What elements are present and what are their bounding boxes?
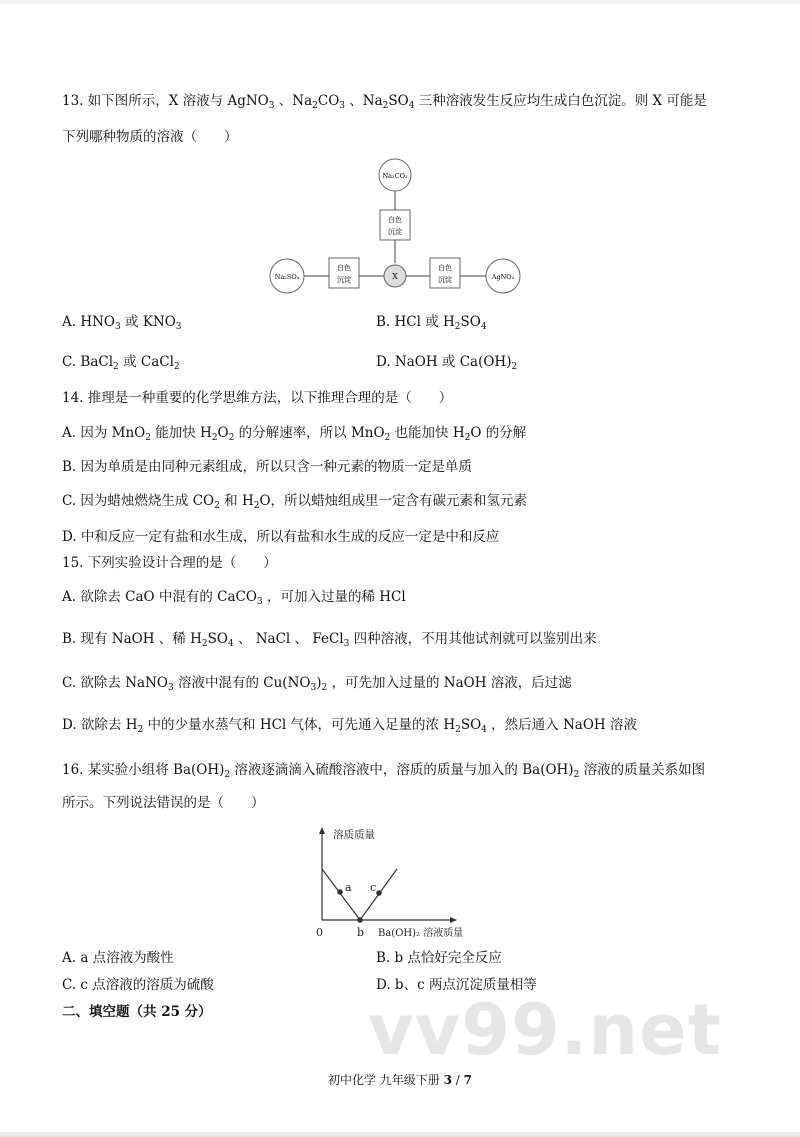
q16-option-c bbox=[62, 976, 214, 994]
origin-label: 0 bbox=[316, 926, 323, 939]
subscript: 2 bbox=[573, 770, 580, 780]
text-run: ，然后通入 NaOH 溶液 bbox=[486, 717, 637, 733]
text-run: 13. 如下图所示，X 溶液与 AgNO bbox=[62, 93, 269, 109]
text-run: 能加快 H bbox=[150, 425, 212, 441]
q16-option-b bbox=[376, 949, 502, 967]
q16-stem-2 bbox=[62, 794, 265, 812]
text-run: 、Na bbox=[274, 93, 313, 109]
subscript: 4 bbox=[480, 322, 487, 332]
subscript: 2 bbox=[382, 101, 389, 111]
point-c bbox=[377, 891, 381, 895]
point-c-label: c bbox=[370, 881, 377, 894]
text-run: 四种溶液，不用其他试剂就可以鉴别出来 bbox=[349, 631, 597, 647]
y-axis-arrow bbox=[319, 827, 325, 834]
subscript: 2 bbox=[464, 433, 471, 443]
page-footer bbox=[0, 1072, 800, 1088]
subscript: 2 bbox=[113, 362, 119, 372]
subscript: 4 bbox=[227, 639, 234, 649]
text-run: 16. 某实验小组将 Ba(OH) bbox=[62, 762, 225, 778]
node-right bbox=[486, 259, 520, 293]
footer-total: 7 bbox=[463, 1073, 473, 1087]
top-edge bbox=[0, 0, 800, 4]
precipitate-box-right bbox=[430, 258, 460, 288]
text-run: 、Na bbox=[345, 93, 383, 109]
text-run: B. 现有 NaOH 、稀 H bbox=[62, 631, 202, 647]
text-run: SO bbox=[207, 631, 228, 647]
q15-option-c bbox=[62, 674, 572, 692]
precipitate-box-left bbox=[329, 258, 359, 288]
text-run: 、 NaCl 、 FeCl bbox=[233, 631, 344, 647]
q16-stem-1 bbox=[62, 761, 705, 779]
text-run: 或 KNO bbox=[120, 314, 176, 330]
text-run: B. HCl 或 H bbox=[376, 314, 455, 330]
q13-option-a bbox=[62, 313, 182, 331]
subscript: 2 bbox=[253, 501, 260, 511]
text-run: D. 中和反应一定有盐和水生成，所以有盐和水生成的反应一定是中和反应 bbox=[62, 529, 500, 545]
q15-stem bbox=[62, 554, 277, 572]
subscript: 3 bbox=[343, 639, 350, 649]
subscript: 2 bbox=[511, 362, 518, 372]
text-run: ) bbox=[316, 675, 322, 691]
text-run: D. b、c 两点沉淀质量相等 bbox=[376, 977, 537, 993]
subscript: 3 bbox=[268, 101, 275, 111]
subscript: 2 bbox=[214, 501, 220, 511]
q13-option-d bbox=[376, 353, 517, 371]
subscript: 2 bbox=[145, 433, 151, 443]
q13-stem-2 bbox=[62, 128, 238, 146]
node-left bbox=[270, 259, 304, 293]
text-run: 和 H bbox=[219, 493, 254, 509]
q15-option-a bbox=[62, 588, 406, 606]
text-run: CO bbox=[317, 93, 340, 109]
text-run: 下列哪种物质的溶液（ ） bbox=[62, 129, 238, 145]
text-run: B. 因为单质是由同种元素组成，所以只含一种元素的物质一定是单质 bbox=[62, 459, 473, 475]
box-label-1: 白色 bbox=[438, 264, 452, 272]
subscript: 3 bbox=[115, 322, 121, 332]
node-center-label: X bbox=[392, 272, 398, 281]
q14-option-b bbox=[62, 458, 472, 476]
text-run: 或 CaCl bbox=[118, 354, 174, 370]
subscript: 2 bbox=[211, 433, 218, 443]
point-a bbox=[338, 890, 342, 894]
subscript: 4 bbox=[408, 101, 415, 111]
node-top bbox=[379, 159, 411, 191]
watermark: vv99.net bbox=[368, 989, 723, 1071]
q14-option-a bbox=[62, 424, 526, 442]
text-run: C. 因为蜡烛燃烧生成 CO bbox=[62, 493, 215, 509]
text-run: O bbox=[217, 425, 229, 441]
text-run: 溶液的质量关系如图 bbox=[579, 762, 706, 778]
subscript: 2 bbox=[455, 725, 461, 735]
text-run: 14. 推理是一种重要的化学思维方法，以下推理合理的是（ ） bbox=[62, 390, 453, 406]
node-left-label: Na₂SO₄ bbox=[274, 273, 300, 281]
box-label-1: 白色 bbox=[388, 216, 402, 224]
y-axis-label: 溶质质量 bbox=[333, 829, 375, 841]
point-b bbox=[358, 918, 362, 922]
subscript: 2 bbox=[228, 433, 235, 443]
node-center bbox=[384, 265, 406, 287]
x-axis-label: Ba(OH)₂ 溶液质量 bbox=[378, 928, 464, 939]
q15-option-d bbox=[62, 716, 637, 734]
text-run: SO bbox=[460, 314, 481, 330]
subscript: 2 bbox=[201, 639, 208, 649]
text-run: 溶液逐滴滴入硫酸溶液中，溶质的质量与加入的 Ba(OH) bbox=[230, 762, 574, 778]
node-right-label: AgNO₃ bbox=[491, 273, 515, 281]
subscript: 3 bbox=[167, 683, 174, 693]
subscript: 2 bbox=[224, 770, 231, 780]
box-label-2: 沉淀 bbox=[388, 228, 402, 236]
subscript: 2 bbox=[137, 725, 144, 735]
q13-stem-1 bbox=[62, 92, 707, 110]
q16-option-a bbox=[62, 949, 174, 967]
text-run: D. 欲除去 H bbox=[62, 717, 138, 733]
point-b-label: b bbox=[357, 926, 365, 939]
text-run: A. HNO bbox=[62, 314, 115, 330]
text-run: O，所以蜡烛组成里一定含有碳元素和氢元素 bbox=[259, 493, 528, 509]
box-label-2: 沉淀 bbox=[438, 276, 452, 284]
subscript: 3 bbox=[256, 597, 263, 607]
subscript: 2 bbox=[173, 362, 180, 372]
subscript: 3 bbox=[175, 322, 182, 332]
text-run: 也能加快 H bbox=[390, 425, 465, 441]
text-run: A. 欲除去 CaO 中混有的 CaCO bbox=[62, 589, 257, 605]
box-label-2: 沉淀 bbox=[337, 276, 351, 284]
section-two-heading bbox=[62, 1003, 212, 1021]
footer-subject: 初中化学 九年级下册 bbox=[327, 1073, 444, 1087]
point-a-label: a bbox=[345, 881, 352, 894]
text-run: SO bbox=[460, 717, 482, 733]
text-run: O 的分解 bbox=[470, 425, 527, 441]
text-run: 所示。下列说法错误的是（ ） bbox=[62, 795, 265, 811]
text-run: 15. 下列实验设计合理的是（ ） bbox=[62, 555, 277, 571]
subscript: 4 bbox=[481, 725, 487, 735]
footer-page: 3 bbox=[443, 1073, 452, 1087]
text-run: 三种溶液发生反应均生成白色沉淀。则 X 可能是 bbox=[414, 93, 707, 109]
text-run: ，可加入过量的稀 HCl bbox=[262, 589, 406, 605]
solute-mass-line bbox=[322, 869, 397, 920]
q14-option-d bbox=[62, 528, 499, 546]
subscript: 3 bbox=[310, 683, 317, 693]
box-label-1: 白色 bbox=[337, 264, 351, 272]
text-run: C. c 点溶液的溶质为硫酸 bbox=[62, 977, 214, 993]
text-run: SO bbox=[388, 93, 409, 109]
text-run: C. 欲除去 NaNO bbox=[62, 675, 168, 691]
node-top-label: Na₂CO₃ bbox=[382, 172, 408, 180]
text-run: B. b 点恰好完全反应 bbox=[376, 950, 502, 966]
footer-sep: / bbox=[451, 1073, 464, 1087]
text-run: A. 因为 MnO bbox=[62, 425, 146, 441]
q14-stem bbox=[62, 389, 452, 407]
reaction-diagram bbox=[250, 155, 540, 300]
solute-mass-graph bbox=[300, 820, 490, 945]
subscript: 2 bbox=[321, 683, 328, 693]
text-run: ，可先加入过量的 NaOH 溶液，后过滤 bbox=[327, 675, 572, 691]
subscript: 3 bbox=[339, 101, 345, 111]
text-run: D. NaOH 或 Ca(OH) bbox=[376, 354, 512, 370]
q15-option-b bbox=[62, 630, 597, 648]
precipitate-box-top bbox=[380, 210, 410, 240]
text-run: A. a 点溶液为酸性 bbox=[62, 950, 174, 966]
text-run: C. BaCl bbox=[62, 354, 114, 370]
subscript: 2 bbox=[312, 101, 318, 111]
subscript: 2 bbox=[384, 433, 391, 443]
q14-option-c bbox=[62, 492, 527, 510]
text-run: 中的少量水蒸气和 HCl 气体，可先通入足量的浓 H bbox=[143, 717, 456, 733]
text-run: 的分解速率，所以 MnO bbox=[234, 425, 385, 441]
text-run: 溶液中混有的 Cu(NO bbox=[173, 675, 311, 691]
q13-option-c bbox=[62, 353, 180, 371]
subscript: 2 bbox=[454, 322, 461, 332]
text-run: 二、填空题（共 25 分） bbox=[62, 1004, 212, 1020]
bottom-edge bbox=[0, 1132, 800, 1137]
q13-option-b bbox=[376, 313, 487, 331]
x-axis-arrow bbox=[450, 917, 457, 923]
